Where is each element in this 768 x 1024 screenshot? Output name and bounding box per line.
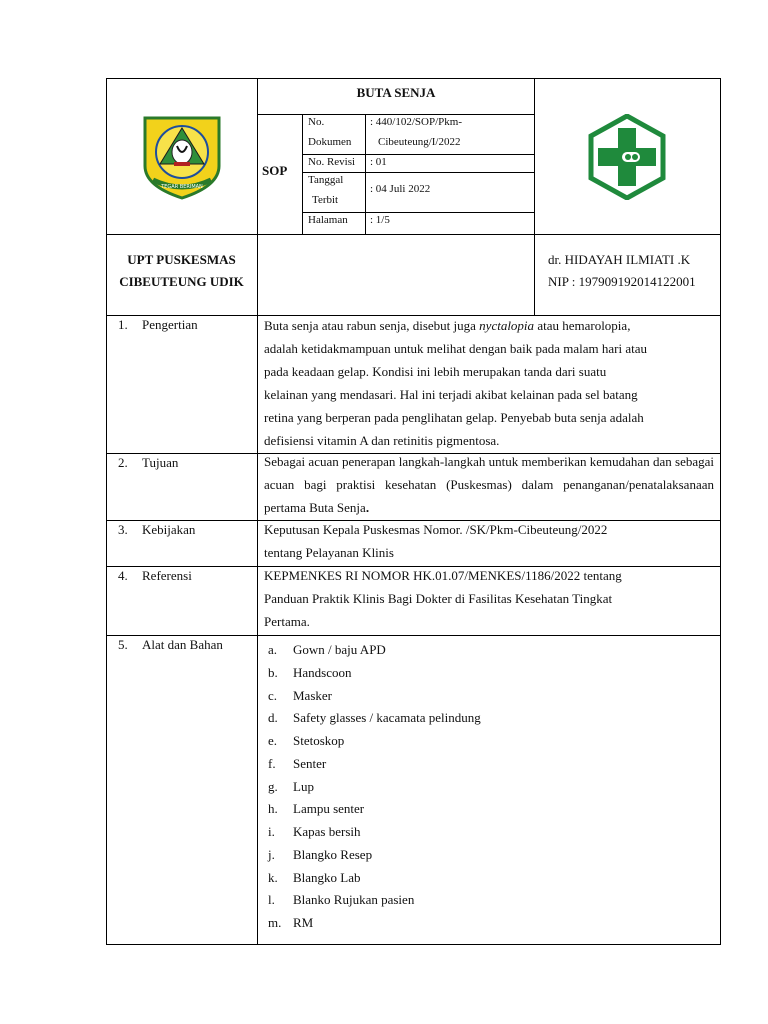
kebijakan-line: tentang Pelayanan Klinis — [264, 545, 394, 560]
section-label: Pengertian — [142, 317, 198, 332]
col-divider — [257, 78, 258, 944]
section-label-pengertian — [118, 317, 198, 333]
section-number: 3. — [118, 522, 128, 537]
section-label-alat — [118, 637, 223, 653]
field-label-revisi: No. Revisi — [308, 156, 356, 168]
list-item-letter: l. — [268, 892, 275, 908]
row-line-1 — [302, 154, 534, 155]
list-item-text: Blangko Resep — [293, 846, 373, 862]
svg-text:TEGAR BERIMAN: TEGAR BERIMAN — [161, 184, 203, 190]
header-bottom — [106, 234, 721, 235]
sop-divider — [302, 114, 303, 235]
section-label-referensi — [118, 568, 192, 584]
section-label: Kebijakan — [142, 522, 196, 537]
text-run: Buta senja atau rabun senja, disebut juga — [264, 318, 480, 333]
org-name-line1: UPT PUSKESMAS — [127, 252, 236, 267]
pengertian-line — [264, 314, 716, 337]
regional-emblem-icon — [141, 114, 223, 202]
referensi-text — [264, 564, 716, 633]
field-value-revisi: : 01 — [370, 156, 387, 168]
list-item-text: Gown / baju APD — [293, 642, 386, 657]
list-item-text: Lampu senter — [293, 801, 365, 817]
list-item-letter: g. — [268, 778, 278, 794]
list-item-text: Blangko Lab — [293, 869, 361, 885]
field-label-halaman: Halaman — [308, 214, 348, 226]
list-item-letter: i. — [268, 824, 275, 839]
pengertian-text — [264, 314, 716, 452]
field-value-halaman: : 1/5 — [370, 214, 390, 226]
document-title: BUTA SENJA — [356, 85, 436, 100]
sop-label: SOP — [262, 163, 288, 178]
kebijakan-text — [264, 518, 716, 564]
section-label-kebijakan — [118, 522, 195, 538]
list-item-text: Lup — [293, 778, 314, 794]
list-item-letter: e. — [268, 733, 278, 748]
referensi-line: KEPMENKES RI NOMOR HK.01.07/MENKES/1186/2022 tentang — [264, 568, 622, 583]
border-right — [720, 78, 721, 945]
signer-nip: NIP : 197909192014122001 — [548, 274, 696, 289]
list-item-text: Blanko Rujukan pasien — [293, 892, 415, 908]
field-value-no-dokumen-2: Cibeuteung/I/2022 — [378, 136, 461, 148]
list-item-text: Masker — [293, 687, 332, 703]
section-label: Alat dan Bahan — [142, 637, 223, 652]
list-item-letter: b. — [268, 664, 278, 680]
field-label-dokumen: Dokumen — [308, 136, 352, 148]
title-underline — [257, 114, 534, 115]
list-item-text: Kapas bersih — [293, 824, 361, 839]
puskesmas-cross-icon — [584, 114, 670, 200]
list-item-letter: f. — [268, 755, 276, 771]
field-label-no: No. — [308, 116, 325, 128]
tujuan-text — [264, 450, 714, 519]
row-line-3 — [302, 212, 534, 213]
border-top — [106, 78, 721, 79]
field-label-terbit: Terbit — [312, 194, 339, 206]
tujuan-end: . — [365, 500, 370, 515]
italic-term: nyctalopia — [479, 318, 535, 333]
list-item-text: Handscoon — [293, 664, 352, 680]
list-item-letter: m. — [268, 915, 282, 930]
section-label: Tujuan — [142, 455, 179, 470]
field-value-tanggal: : 04 Juli 2022 — [370, 183, 431, 195]
section-number: 2. — [118, 455, 128, 470]
pengertian-line: kelainan yang mendasari. Hal ini terjadi akibat kelainan pada sel batang — [264, 387, 638, 402]
list-item-letter: a. — [268, 642, 278, 657]
row-sep-4 — [106, 635, 721, 636]
list-item-letter: c. — [268, 687, 278, 703]
referensi-line: Pertama. — [264, 614, 310, 629]
section-label: Referensi — [142, 568, 192, 583]
list-item-letter: h. — [268, 801, 278, 817]
referensi-line: Panduan Praktik Klinis Bagi Dokter di Fasilitas Kesehatan Tingkat — [264, 591, 613, 606]
field-label-tanggal: Tanggal — [308, 174, 344, 186]
field-value-no-dokumen: : 440/102/SOP/Pkm- — [370, 116, 462, 128]
section-label-tujuan — [118, 455, 178, 471]
signer-name: dr. HIDAYAH ILMIATI .K — [548, 252, 691, 267]
section-number: 1. — [118, 317, 128, 332]
section-number: 5. — [118, 637, 128, 652]
tujuan-body: Sebagai acuan penerapan langkah-langkah untuk memberikan kemudahan dan sebagai acuan bagi praktisi kesehatan (Puskesmas) dalam penanganan/penatalaksanaan pertama Buta Senja — [264, 454, 714, 515]
list-item-letter: j. — [268, 846, 275, 862]
border-left — [106, 78, 107, 945]
list-item-text: Stetoskop — [293, 733, 345, 748]
list-item-letter: k. — [268, 869, 278, 885]
field-divider — [365, 114, 366, 235]
pengertian-line: retina yang berperan pada penglihatan gelap. Penyebab buta senja adalah — [264, 410, 644, 425]
pengertian-line: adalah ketidakmampuan untuk melihat dengan baik pada malam hari atau — [264, 341, 647, 356]
list-item-text: RM — [293, 915, 314, 930]
pengertian-line: defisiensi vitamin A dan retinitis pigmentosa. — [264, 433, 500, 448]
kebijakan-line: Keputusan Kepala Puskesmas Nomor. /SK/Pkm-Cibeuteung/2022 — [264, 522, 608, 537]
text-run: atau hemarolopia, — [534, 318, 631, 333]
section-number: 4. — [118, 568, 128, 583]
list-item-text: Senter — [293, 755, 327, 771]
list-item-text: Safety glasses / kacamata pelindung — [293, 710, 481, 726]
col-divider-right — [534, 78, 535, 316]
border-bottom — [106, 944, 721, 945]
list-item-letter: d. — [268, 710, 278, 726]
row-line-2 — [302, 172, 534, 173]
org-name-line2: CIBEUTEUNG UDIK — [119, 274, 244, 289]
pengertian-line: pada keadaan gelap. Kondisi ini lebih merupakan tanda dari suatu — [264, 364, 607, 379]
